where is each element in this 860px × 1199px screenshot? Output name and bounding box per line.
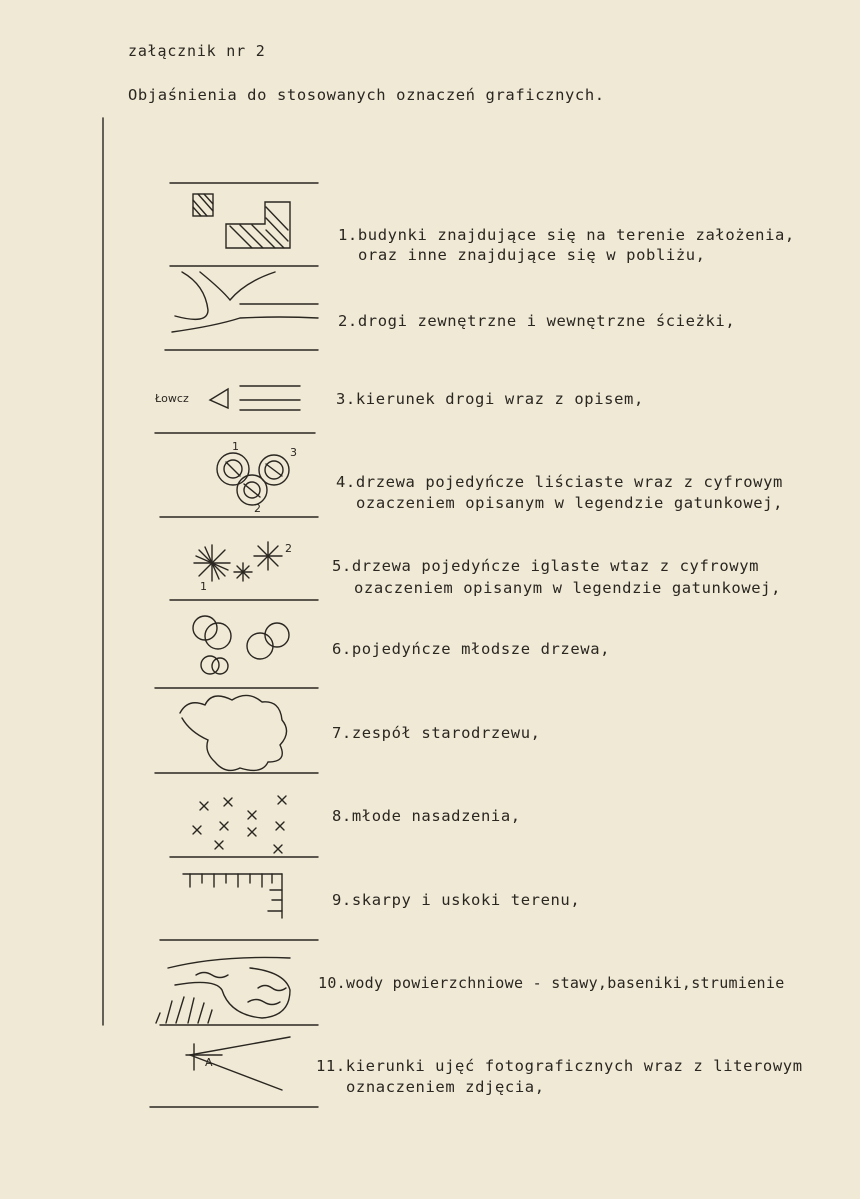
separator-lines	[150, 183, 318, 1107]
legend-item-8: 8.młode nasadzenia,	[332, 807, 521, 825]
attachment-number: załącznik nr 2	[128, 42, 266, 60]
young-plantings-symbol	[193, 796, 286, 853]
road-direction-symbol	[210, 386, 300, 410]
page-title: Objaśnienia do stosowanych oznaczeń graficznych.	[128, 86, 605, 104]
tree-number-label: 3	[290, 446, 297, 459]
legend-item-3: 3.kierunek drogi wraz z opisem,	[336, 390, 644, 408]
legend-item-7: 7.zespół starodrzewu,	[332, 724, 541, 742]
escarpment-symbol	[183, 874, 282, 918]
young-trees-symbol	[193, 616, 289, 674]
old-tree-group-symbol	[180, 695, 287, 770]
deciduous-trees-symbol	[217, 453, 289, 505]
legend-item-5-line2: ozaczeniem opisanym w legendzie gatunkowej,	[354, 579, 782, 597]
surface-water-symbol	[156, 957, 290, 1023]
buildings-symbol	[193, 194, 290, 248]
legend-item-9: 9.skarpy i uskoki terenu,	[332, 891, 581, 909]
tree-number-label: 1	[232, 440, 239, 453]
legend-item-4-line1: 4.drzewa pojedyńcze liściaste wraz z cyfrowym	[336, 473, 783, 491]
photo-direction-symbol	[186, 1037, 290, 1090]
legend-item-4-line2: ozaczeniem opisanym w legendzie gatunkowej,	[356, 494, 784, 512]
legend-item-5-line1: 5.drzewa pojedyńcze iglaste wtaz z cyfrowym	[332, 557, 760, 575]
legend-item-2: 2.drogi zewnętrzne i wewnętrzne ścieżki,	[338, 312, 736, 330]
legend-item-11-line1: 11.kierunki ujęć fotograficznych wraz z literowym	[316, 1057, 803, 1075]
direction-label: Łowcz	[155, 392, 189, 405]
coniferous-trees-symbol	[194, 542, 282, 581]
water-bank-hatching	[156, 997, 212, 1023]
conifer-number-label: 2	[285, 542, 292, 555]
legend-item-11-line2: oznaczeniem zdjęcia,	[346, 1078, 545, 1096]
tree-number-label: 2	[254, 502, 261, 515]
photo-letter-label: A	[205, 1056, 213, 1069]
legend-item-6: 6.pojedyńcze młodsze drzewa,	[332, 640, 611, 658]
legend-item-1-line2: oraz inne znajdujące się w pobliżu,	[358, 246, 706, 264]
legend-item-10: 10.wody powierzchniowe - stawy,baseniki,strumienie	[318, 974, 785, 992]
roads-symbol	[172, 272, 318, 332]
conifer-number-label: 1	[200, 580, 207, 593]
legend-item-1-line1: 1.budynki znajdujące się na terenie założenia,	[338, 226, 795, 244]
